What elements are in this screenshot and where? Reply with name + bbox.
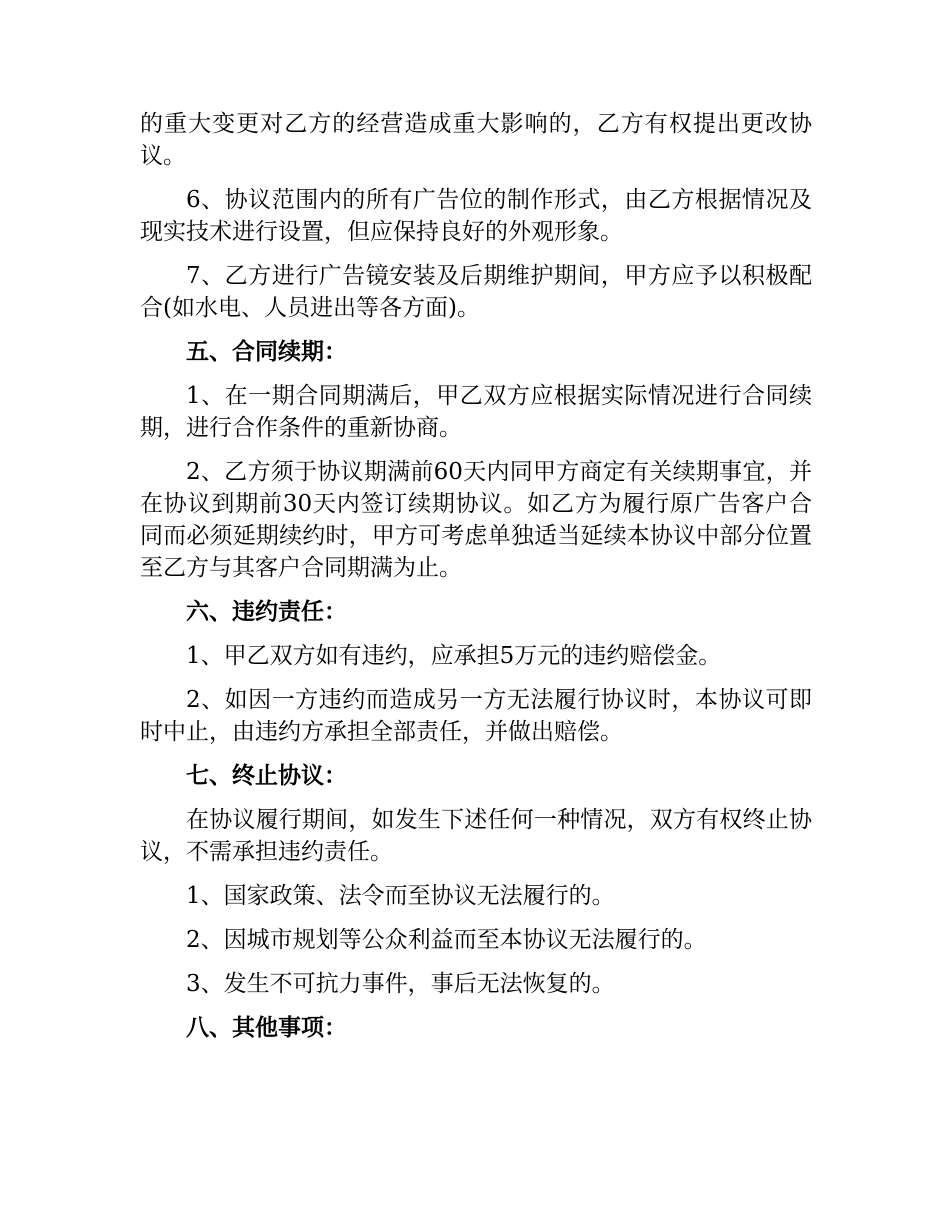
paragraph-continuation: 的重大变更对乙方的经营造成重大影响的，乙方有权提出更改协议。 <box>140 111 812 169</box>
paragraph-renewal-2: 2、乙方须于协议期满前60天内同甲方商定有关续期事宜，并在协议到期前30天内签订续期协议。如乙方为履行原广告客户合同而必须延期续约时，甲方可考虑单独适当延续本协议中部分位置至乙方与其客户合同期满为止。 <box>140 459 812 581</box>
paragraph-clause-7: 7、乙方进行广告镜安装及后期维护期间，甲方应予以积极配合(如水电、人员进出等各方面)。 <box>140 263 812 321</box>
paragraph-renewal-1: 1、在一期合同期满后，甲乙双方应根据实际情况进行合同续期，进行合作条件的重新协商。 <box>140 383 812 441</box>
paragraph-liability-2: 2、如因一方违约而造成另一方无法履行协议时，本协议可即时中止，由违约方承担全部责任，并做出赔偿。 <box>140 687 812 745</box>
paragraph-clause-6: 6、协议范围内的所有广告位的制作形式，由乙方根据情况及现实技术进行设置，但应保持良好的外观形象。 <box>140 187 812 245</box>
paragraph-liability-1: 1、甲乙双方如有违约，应承担5万元的违约赔偿金。 <box>186 643 722 669</box>
section-heading-other: 八、其他事项： <box>186 1014 347 1041</box>
paragraph-termination-intro: 在协议履行期间，如发生下述任何一种情况，双方有权终止协议，不需承担违约责任。 <box>140 807 812 865</box>
section-heading-liability: 六、违约责任： <box>186 598 347 625</box>
paragraph-termination-3: 3、发生不可抗力事件，事后无法恢复的。 <box>186 971 615 997</box>
paragraph-termination-1: 1、国家政策、法令而至协议无法履行的。 <box>186 883 615 909</box>
section-heading-termination: 七、终止协议： <box>186 762 347 789</box>
section-heading-renewal: 五、合同续期： <box>186 338 347 365</box>
paragraph-termination-2: 2、因城市规划等公众利益而至本协议无法履行的。 <box>186 927 707 953</box>
document-page <box>140 108 812 1056</box>
